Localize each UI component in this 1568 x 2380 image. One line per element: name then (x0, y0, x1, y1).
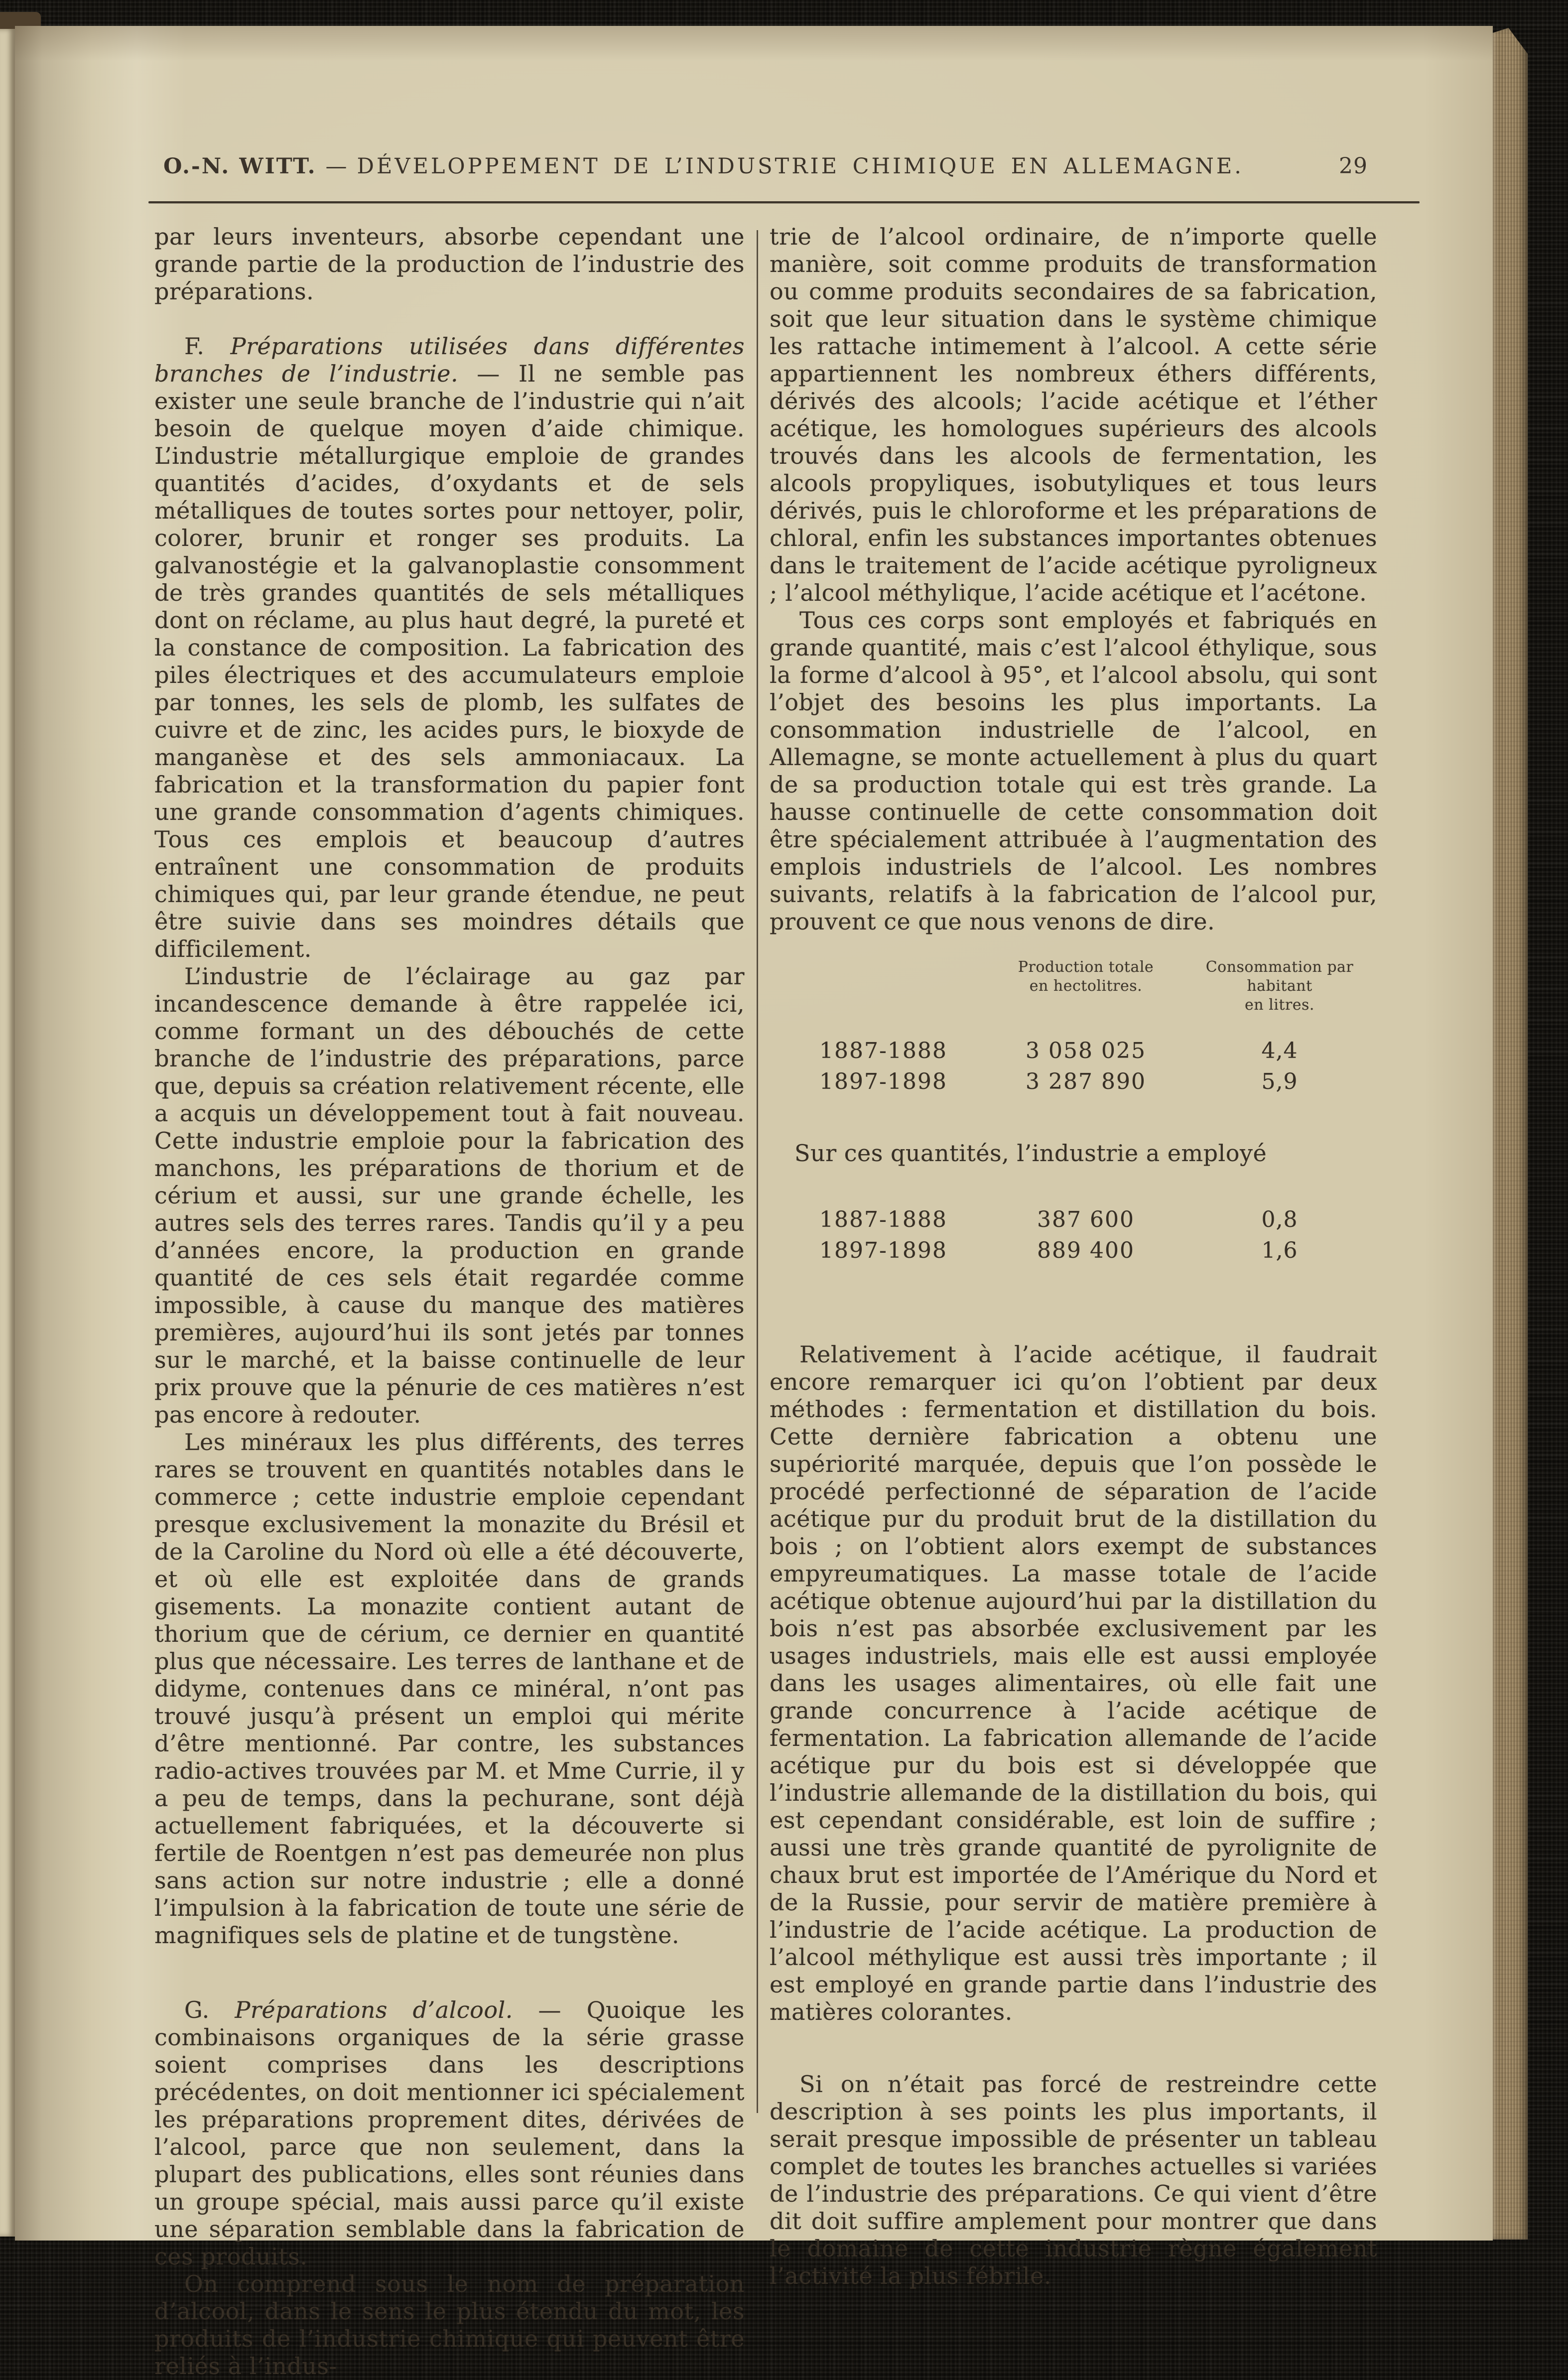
section-g-label: G. (184, 1996, 235, 2023)
table-row: 1887-1888 387 600 0,8 (819, 1207, 1298, 1232)
header-rule (148, 201, 1420, 203)
running-header (163, 153, 1368, 179)
production-table-rows (819, 1036, 1377, 1097)
running-header-text (163, 154, 1244, 179)
paragraph-trie: trie de l’alcool ordinaire, de n’importe quelle manière, soit comme produits de transformation ou comme produits secondaires de sa fabrication, soit que leur situation dans le système chimique les rattache intimement à l’alcool. A cette série appartiennent les nombreux éthers différents, dérivés des alcools; l’acide acétique et l’éther acétique, les homologues supérieurs des alcools trouvés dans les alcools de fermentation, les alcools propyliques, isobutyliques et tous leurs dérivés, puis le chloroforme et les préparations de chloral, enfin les substances importantes obtenues dans le traitement de l’acide acétique pyroligneux ; l’alcool méthylique, l’acide acétique et l’acétone. (770, 223, 1377, 606)
column-header-production: Production totale en hectolitres. (1018, 958, 1154, 995)
column-header-consumption: Consommation par habitant en litres. (1205, 958, 1354, 1014)
section-g-title: Préparations d’alcool. (235, 1996, 513, 2023)
section-g-paragraph (154, 1996, 745, 2270)
paragraph-mineraux: Les minéraux les plus différents, des terres rares se trouvent en quantités notables dans le commerce ; cette industrie emploie cependant presque exclusivement la monazite du Brésil et de la Caroline du Nord où elle a été découverte, et où elle est exploitée dans de grands gisements. La monazite contient autant de thorium que de cérium, ce dernier en quantité plus que nécessaire. Les terres de lanthane et de didyme, contenues dans ce minéral, n’ont pas trouvé jusqu’à présent un emploi qui mérite d’être mentionné. Par contre, les substances radio-actives trouvées par M. et Mme Currie, il y a peu de temps, dans la pechurane, sont déjà actuellement fabriquées, et la découverte si fertile de Roentgen n’est pas demeurée non plus sans action sur notre industrie ; elle a donné l’impulsion à la fabrication de toute une série de magnifiques sels de platine et de tungstène. (154, 1429, 745, 1949)
production-table-header (819, 958, 1377, 1015)
header-author: O.-N. WITT. (163, 154, 317, 179)
section-f-paragraph (154, 333, 745, 963)
section-f-title: Préparations utilisées dans différentes branches de l’industrie. (154, 333, 745, 387)
table-row: 1887-1888 3 058 025 4,4 (819, 1038, 1298, 1063)
paragraph-si-on: Si on n’était pas forcé de restreindre cette description à ses points les plus importants, il serait presque impossible de présenter un tableau complet de toutes les branches actuelles si variées de l’industrie des préparations. Ce qui vient d’être dit doit suffire amplement pour montrer que dans le domaine de cette industrie règne également l’activité la plus fébrile. (770, 2071, 1377, 2289)
table-row: 1897-1898 3 287 890 5,9 (819, 1069, 1298, 1094)
header-title: DÉVELOPPEMENT DE L’INDUSTRIE CHIMIQUE EN ALLEMAGNE. (357, 154, 1244, 179)
paragraph-on-comprend: On comprend sous le nom de préparation d’alcool, dans le sens le plus étendu du mot, les produits de l’industrie chimique qui peuvent être reliés à l’indus- (154, 2270, 745, 2380)
paragraph-continuation: par leurs inventeurs, absorbe cependant une grande partie de la production de l’industrie des préparations. (154, 223, 745, 305)
page-number: 29 (1339, 153, 1368, 179)
adjacent-page-sliver (0, 29, 15, 2237)
paragraph-relativement: Relativement à l’acide acétique, il faudrait encore remarquer ici qu’on l’obtient par deux méthodes : fermentation et distillation du bois. Cette dernière fabrication a obtenu une supériorité marquée, depuis que l’on possède le procédé perfectionné de séparation de l’acide acétique pur du produit brut de la distillation du bois ; on l’obtient alors exempt de substances empyreumatiques. La masse totale de l’acide acétique obtenue aujourd’hui par la distillation du bois n’est pas absorbée exclusivement par les usages industriels, mais elle est aussi employée dans les usages alimentaires, où elle fait une grande concurrence à l’acide acétique de fermentation. La fabrication allemande de l’acide acétique pur du bois est si développée que l’industrie allemande de la distillation du bois, qui est cependant considérable, est loin de suffire ; aussi une très grande quantité de pyrolignite de chaux brut est importée de l’Amérique du Nord et de la Russie, pour servir de matière première à l’industrie de l’acide acétique. La production de l’alcool méthylique est aussi très importante ; il est employé en grande partie dans l’industrie des matières colorantes. (770, 1341, 1377, 2025)
left-column (154, 223, 745, 2380)
table-row: 1897-1898 889 400 1,6 (819, 1238, 1298, 1263)
section-f-body: — Il ne semble pas exister une seule branche de l’industrie qui n’ait besoin de quelque moyen d’aide chimique. L’industrie métallurgique emploie de grandes quantités d’acides, d’oxydants et de sels métalliques de toutes sortes pour nettoyer, polir, colorer, brunir et ronger ses produits. La galvanostégie et la galvanoplastie consomment de très grandes quantités de sels métalliques dont on réclame, au plus haut degré, la pureté et la constance de composition. La fabrication des piles électriques et des accumulateurs emploie par tonnes, les sels de plomb, les sulfates de cuivre et de zinc, les acides purs, le bioxyde de manganèse et des sels ammoniacaux. La fabrication et la transformation du papier font une grande consommation d’agents chimiques. Tous ces emplois et beaucoup d’autres entraînent une consommation de produits chimiques qui, par leur grande étendue, ne peut être suivie dans ses moindres détails que difficilement. (154, 360, 745, 962)
right-column (770, 223, 1377, 2290)
scanned-page (15, 26, 1493, 2380)
industry-usage-table (819, 1204, 1377, 1266)
book-fore-edge (1493, 28, 1528, 2240)
column-divider-rule (757, 230, 758, 2113)
section-g-body: — Quoique les combinaisons organiques de la série grasse soient comprises dans les descriptions précédentes, on doit mentionner ici spécialement les préparations proprement dites, dérivées de l’alcool, parce que non seulement, dans la plupart des publications, elles sont réunies dans un groupe spécial, mais aussi parce qu’il existe une séparation semblable dans la fabrication de ces produits. (154, 1996, 745, 2270)
paragraph-eclairage: L’industrie de l’éclairage au gaz par incandescence demande à être rappelée ici, comme formant un des débouchés de cette branche de l’industrie des préparations, parce que, depuis sa création relativement récente, elle a acquis un développement tout à fait nouveau. Cette industrie emploie pour la fabrication des manchons, les préparations de thorium et de cérium et aussi, sur une grande échelle, les autres sels des terres rares. Tandis qu’il y a peu d’années encore, la production en grande quantité de ces sels était regardée comme impossible, à cause du manque des matières premières, aujourd’hui ils sont jetés par tonnes sur le marché, et la baisse continuelle de leur prix prouve que la pénurie de ces matières n’est pas encore à redouter. (154, 963, 745, 1428)
paragraph-tous-ces-corps: Tous ces corps sont employés et fabriqués en grande quantité, mais c’est l’alcool éthylique, sous la forme d’alcool à 95°, et l’alcool absolu, qui sont l’objet des besoins les plus importants. La consommation industrielle de l’alcool, en Allemagne, se monte actuellement à plus du quart de sa production totale qui est très grande. La hausse continuelle de cette consommation doit être spécialement attribuée à l’augmentation des emplois industriels de l’alcool. Les nombres suivants, relatifs à la fabrication de l’alcool pur, prouvent ce que nous venons de dire. (770, 607, 1377, 935)
header-separator: — (325, 154, 348, 179)
section-f-label: F. (184, 333, 231, 360)
sentence-sur-ces-quantites: Sur ces quantités, l’industrie a employé (794, 1140, 1267, 1167)
production-table (819, 958, 1377, 1097)
table-header-spacer (819, 958, 989, 1015)
